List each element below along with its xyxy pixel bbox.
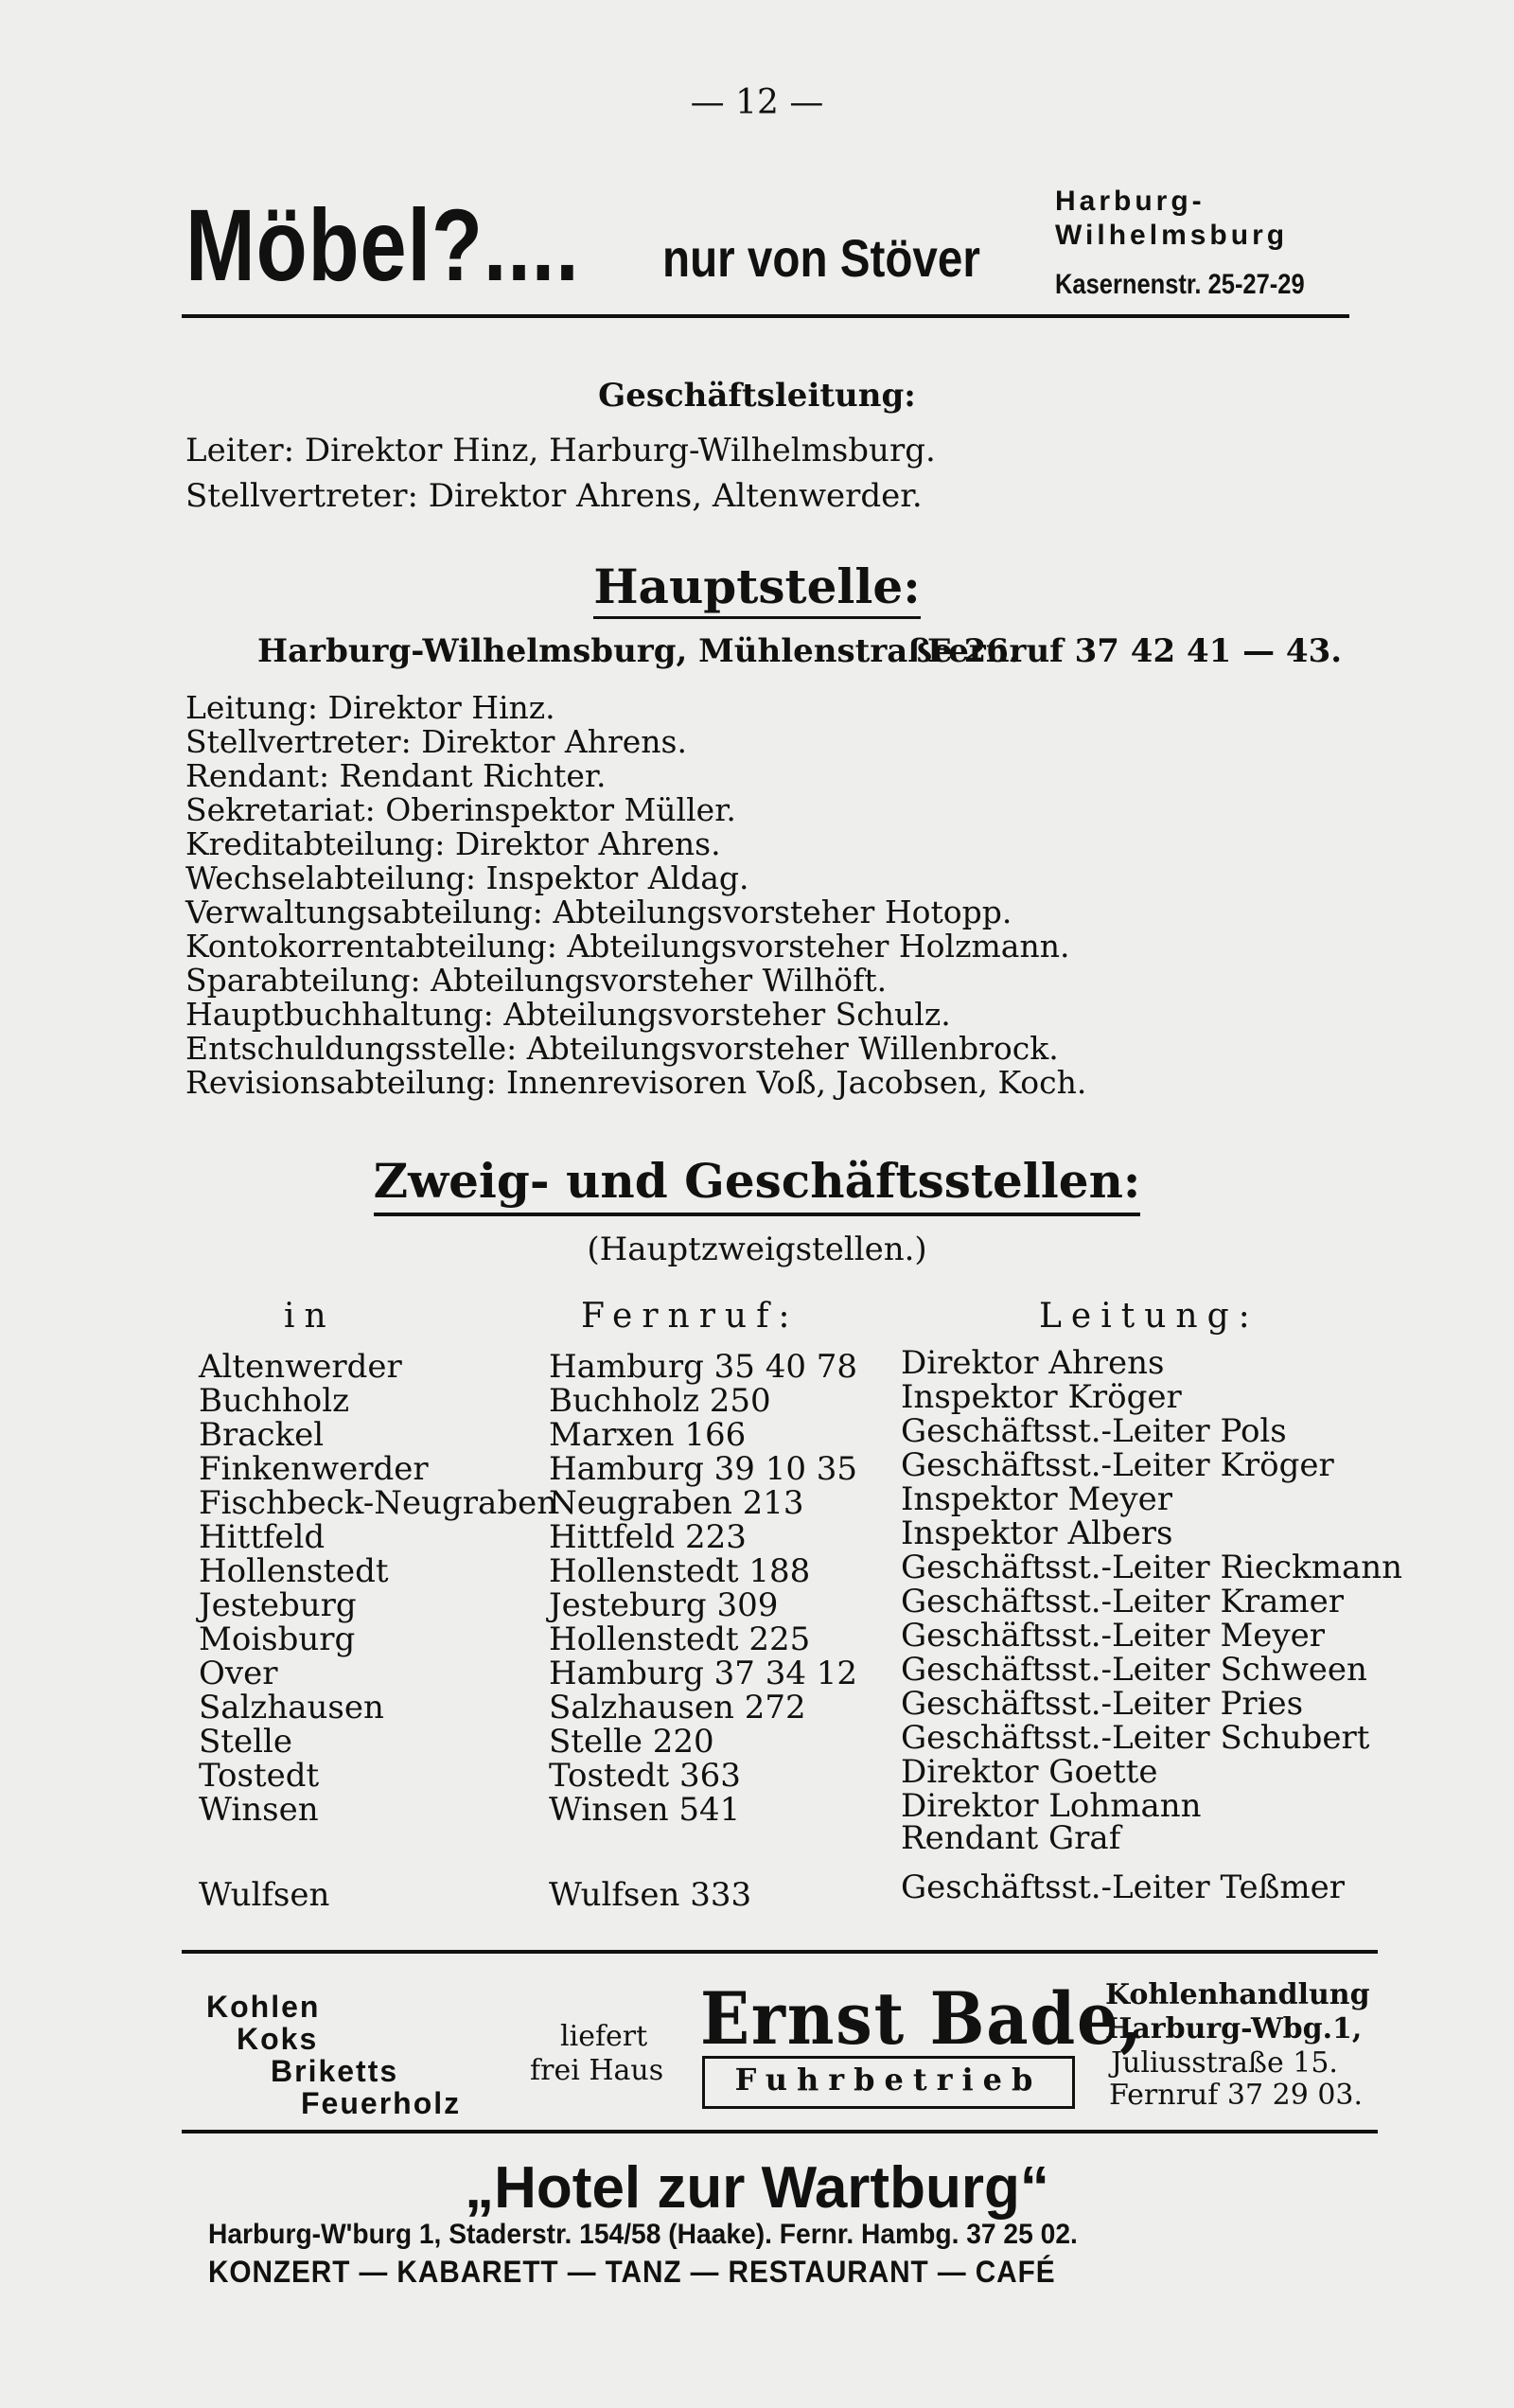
- headquarters-heading: [0, 558, 1514, 614]
- coal-good: Koks: [237, 2022, 319, 2056]
- column-header-phone: Fernruf:: [581, 1297, 800, 1336]
- management-line: Leiter: Direktor Hinz, Harburg-Wilhelmsburg.: [185, 432, 936, 469]
- branch-lead: Geschäftsst.-Leiter Rieckmann: [901, 1549, 1403, 1586]
- column-header-lead: Leitung:: [1039, 1297, 1259, 1336]
- branch-phone: Buchholz 250: [549, 1382, 771, 1420]
- branch-lead: Geschäftsst.-Leiter Schubert: [901, 1719, 1370, 1757]
- branch-lead: Direktor Lohmann: [901, 1787, 1202, 1825]
- branch-lead: Inspektor Kröger: [901, 1378, 1182, 1416]
- branch-phone: Hollenstedt 225: [549, 1620, 811, 1658]
- list-item: Kreditabteilung: Direktor Ahrens.: [185, 825, 721, 862]
- branch-phone: Neugraben 213: [549, 1484, 804, 1522]
- branches-heading-text: Zweig- und Geschäftsstellen:: [374, 1153, 1141, 1216]
- page-number: — 12 —: [690, 83, 824, 122]
- list-item: Hauptbuchhaltung: Abteilungsvorsteher Schulz.: [185, 996, 951, 1033]
- list-item: Wechselabteilung: Inspektor Aldag.: [185, 859, 749, 896]
- headquarters-phone: Fernruf 37 42 41 — 43.: [927, 632, 1343, 670]
- coal-service: Fuhrbetrieb: [734, 2062, 1043, 2098]
- branch-lead: Geschäftsst.-Leiter Pries: [901, 1685, 1304, 1723]
- list-item: Leitung: Direktor Hinz.: [185, 689, 555, 726]
- branch-lead: Direktor Ahrens: [901, 1344, 1165, 1382]
- branch-lead: Geschäftsst.-Leiter Teßmer: [901, 1868, 1345, 1906]
- branch-place: Hittfeld: [199, 1518, 326, 1556]
- coal-info: Juliusstraße 15.: [1111, 2046, 1338, 2080]
- headquarters-address: Harburg-Wilhelmsburg, Mühlenstraße 26.: [257, 632, 1020, 670]
- coal-info: Harburg-Wbg.1,: [1105, 2012, 1363, 2045]
- coal-good: Feuerholz: [301, 2086, 462, 2120]
- delivery-line-1: liefert: [560, 2020, 648, 2053]
- branch-place: Fischbeck-Neugraben: [199, 1484, 558, 1522]
- branch-lead: Geschäftsst.-Leiter Kramer: [901, 1583, 1344, 1620]
- branch-place: Jesteburg: [199, 1586, 357, 1624]
- management-heading: Geschäftsleitung:: [598, 377, 916, 415]
- branch-phone: Hamburg 37 34 12: [549, 1655, 858, 1692]
- list-item: Revisionsabteilung: Innenrevisoren Voß, Jacobsen, Koch.: [185, 1064, 1087, 1101]
- branch-place: Salzhausen: [199, 1689, 384, 1726]
- branch-lead: Geschäftsst.-Leiter Schween: [901, 1651, 1367, 1689]
- branch-place: Winsen: [199, 1791, 319, 1829]
- branch-place: Tostedt: [199, 1757, 320, 1795]
- branch-place: Altenwerder: [199, 1348, 402, 1386]
- branch-lead: Inspektor Albers: [901, 1514, 1173, 1552]
- branch-place: Moisburg: [199, 1620, 356, 1658]
- branch-lead: Direktor Goette: [901, 1753, 1158, 1791]
- ad-address-line-3: Kasernenstr. 25-27-29: [1055, 269, 1305, 300]
- ad-address-line-2: Wilhelmsburg: [1055, 220, 1289, 251]
- branch-lead: Inspektor Meyer: [901, 1480, 1172, 1518]
- ad-title: Möbel?....: [185, 187, 580, 302]
- branch-lead: Geschäftsst.-Leiter Meyer: [901, 1617, 1325, 1655]
- branch-phone: Marxen 166: [549, 1416, 747, 1454]
- branch-place: Over: [199, 1655, 278, 1692]
- divider: [182, 1950, 1378, 1954]
- list-item: Kontokorrentabteilung: Abteilungsvorsteher Holzmann.: [185, 928, 1070, 965]
- branch-phone: Hamburg 39 10 35: [549, 1450, 858, 1488]
- branches-heading: [0, 1153, 1514, 1209]
- ad-address-line-1: Harburg-: [1055, 186, 1206, 217]
- branch-phone: Jesteburg 309: [549, 1586, 779, 1624]
- branch-phone: Hittfeld 223: [549, 1518, 747, 1556]
- divider: [182, 2130, 1378, 2134]
- hotel-address: Harburg-W'burg 1, Staderstr. 154/58 (Haake). Fernr. Hambg. 37 25 02.: [208, 2219, 1078, 2250]
- branch-phone: Salzhausen 272: [549, 1689, 806, 1726]
- ad-subtitle: nur von Stöver: [662, 228, 980, 288]
- branch-phone: Stelle 220: [549, 1723, 714, 1761]
- branch-place: Wulfsen: [199, 1876, 330, 1914]
- branch-phone: Hollenstedt 188: [549, 1552, 811, 1590]
- delivery-line-2: frei Haus: [530, 2054, 664, 2087]
- hotel-title: „Hotel zur Wartburg“: [465, 2155, 1049, 2221]
- coal-info: Fernruf 37 29 03.: [1109, 2079, 1364, 2112]
- list-item: Sparabteilung: Abteilungsvorsteher Wilhöft.: [185, 962, 888, 999]
- divider: [182, 314, 1349, 318]
- list-item: Sekretariat: Oberinspektor Müller.: [185, 791, 736, 828]
- hotel-services: KONZERT — KABARETT — TANZ — RESTAURANT — CAFÉ: [208, 2255, 1056, 2289]
- branch-phone: Wulfsen 333: [549, 1876, 752, 1914]
- management-line: Stellvertreter: Direktor Ahrens, Altenwerder.: [185, 477, 923, 515]
- branches-subheading: (Hauptzweigstellen.): [587, 1231, 927, 1268]
- coal-info: Kohlenhandlung: [1105, 1978, 1370, 2011]
- branch-place: Buchholz: [199, 1382, 349, 1420]
- coal-good: Briketts: [271, 2054, 399, 2088]
- branch-place: Stelle: [199, 1723, 292, 1761]
- headquarters-heading-text: Hauptstelle:: [593, 558, 920, 619]
- coal-company-name: Ernst Bade,: [700, 1976, 1144, 2061]
- branch-phone: Tostedt 363: [549, 1757, 741, 1795]
- coal-good: Kohlen: [206, 1990, 321, 2024]
- branch-place: Hollenstedt: [199, 1552, 389, 1590]
- list-item: Verwaltungsabteilung: Abteilungsvorsteher Hotopp.: [185, 894, 1012, 930]
- column-header-in: in: [284, 1297, 336, 1336]
- list-item: Entschuldungsstelle: Abteilungsvorsteher Willenbrock.: [185, 1030, 1059, 1067]
- branch-lead: Geschäftsst.-Leiter Pols: [901, 1412, 1287, 1450]
- branch-place: Finkenwerder: [199, 1450, 429, 1488]
- branch-lead: Geschäftsst.-Leiter Kröger: [901, 1446, 1334, 1484]
- branch-lead: Rendant Graf: [901, 1819, 1121, 1857]
- list-item: Rendant: Rendant Richter.: [185, 757, 607, 794]
- branch-place: Brackel: [199, 1416, 325, 1454]
- branch-phone: Winsen 541: [549, 1791, 741, 1829]
- branch-phone: Hamburg 35 40 78: [549, 1348, 858, 1386]
- list-item: Stellvertreter: Direktor Ahrens.: [185, 723, 687, 760]
